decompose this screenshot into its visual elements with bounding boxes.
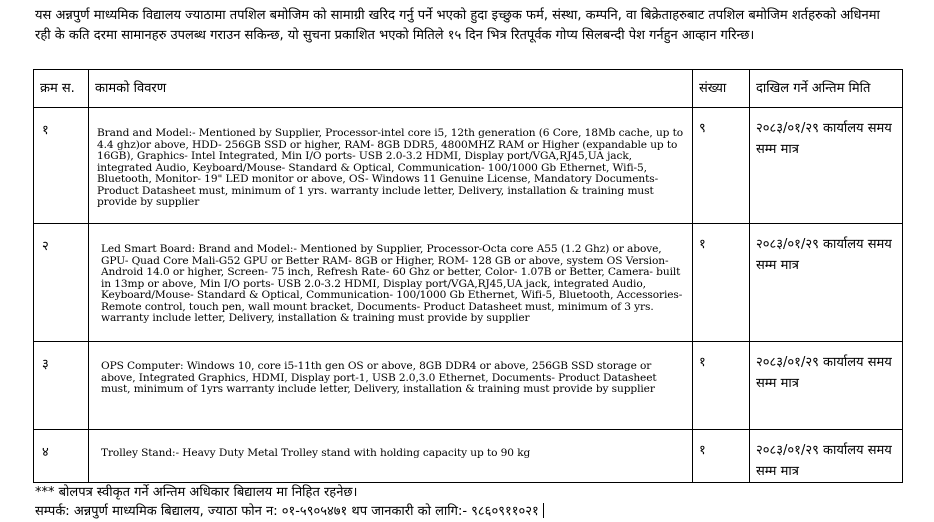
header-sn: क्रम स. bbox=[34, 70, 89, 108]
table-header-row bbox=[34, 70, 903, 108]
description-text: Brand and Model:- Mentioned by Supplier, Processor-intel core i5, 12th generation (6 Core, 18Mb cache, up to 4.4 ghz)or above, HDD- 256GB SSD or higher, RAM- 8GB DDR5, 4800MHZ RAM or Higher (expandable up to 16GB), Graphics- Intel Integrated, Min I/O ports- USB 2.0-3.2 HDMI, Display port/VGA,RJ45,UA jack, integrated Audio, Keyboard/Mouse- Standard & Optical, Communication- 100/1000 Gb Ethernet, Wifi-5, Bluetooth, Monitor- 19" LED monitor or above, OS- Windows 11 Genuine License, Mandatory Documents- Product Datasheet must, minimum of 1 yrs. warranty include letter, Delivery, installation & training must provide by supplier bbox=[97, 127, 684, 208]
authority-note: *** बोलपत्र स्वीकृत गर्ने अन्तिम अधिकार बिद्यालय मा निहित रहनेछ। bbox=[35, 485, 358, 500]
text-cursor bbox=[543, 503, 544, 518]
description-text: Trolley Stand:- Heavy Duty Metal Trolley stand with holding capacity up to 90 kg bbox=[101, 447, 531, 459]
table-row bbox=[34, 430, 903, 483]
header-description: कामको विवरण bbox=[89, 70, 693, 108]
notice-intro: यस अन्नपुर्ण माध्यमिक विद्यालय ज्याठामा तपशिल बमोजिम को सामाग्री खरिद गर्नु पर्ने भएको हुदा इच्छुक फर्म, संस्था, कम्पनि, वा बिक्रेताहरुबाट तपशिल बमोजिम शर्तहरुको अधिनमा रही के कति दरमा सामानहरु उपलब्ध गराउन सकिन्छ, यो सुचना प्रकाशित भएको मितिले १५ दिन भित्र रितपूर्वक गोप्य सिलबन्दी पेश गर्नहुन आव्हान गरिन्छ। bbox=[35, 8, 880, 43]
row-sn: ४ bbox=[34, 430, 89, 483]
table-row bbox=[34, 342, 903, 430]
row-deadline: २०८३/०१/२९ कार्यालय समय सम्म मात्र bbox=[750, 430, 903, 483]
row-quantity: १ bbox=[693, 342, 750, 430]
row-deadline: २०८३/०१/२९ कार्यालय समय सम्म मात्र bbox=[750, 108, 903, 224]
row-deadline: २०८३/०१/२९ कार्यालय समय सम्म मात्र bbox=[750, 224, 903, 342]
header-deadline: दाखिल गर्ने अन्तिम मिति bbox=[750, 70, 903, 108]
row-quantity: १ bbox=[693, 224, 750, 342]
contact-line bbox=[35, 503, 544, 521]
header-quantity: संख्या bbox=[693, 70, 750, 108]
row-description bbox=[89, 224, 693, 342]
row-description bbox=[89, 430, 693, 483]
row-description bbox=[89, 342, 693, 430]
row-description bbox=[89, 108, 693, 224]
table-row bbox=[34, 224, 903, 342]
description-text: Led Smart Board: Brand and Model:- Mentioned by Supplier, Processor-Octa core A55 (1.2 Ghz) or above, GPU- Quad Core Mali-G52 GPU or Better RAM- 8GB or Higher, ROM- 128 GB or above, system OS Version- Android 14.0 or higher, Screen- 75 inch, Refresh Rate- 60 Ghz or better, Color- 1.07B or Better, Camera- built in 13mp or above, Min I/O ports- USB 2.0-3.2 HDMI, Display port/VGA,RJ45,UA jack, integrated Audio, Keyboard/Mouse- Standard & Optical, Communication- 100/1000 Gb Ethernet, Wifi-5, Bluetooth, Accessories- Remote control, touch pen, wall mount bracket, Documents- Product Datasheet must, minimum of 3 yrs. warranty include letter, Delivery, installation & training must provide by supplier bbox=[101, 243, 683, 324]
description-text: OPS Computer: Windows 10, core i5-11th gen OS or above, 8GB DDR4 or above, 256GB SSD storage or above, Integrated Graphics, HDMI, Display port-1, USB 2.0,3.0 Ethernet, Documents- Product Datasheet must, minimum of 1yrs warranty include letter, Delivery, installation & training must provide by supplier bbox=[101, 360, 657, 395]
row-sn: १ bbox=[34, 108, 89, 224]
row-quantity: १ bbox=[693, 430, 750, 483]
row-quantity: ९ bbox=[693, 108, 750, 224]
items-table bbox=[33, 69, 903, 483]
row-deadline: २०८३/०१/२९ कार्यालय समय सम्म मात्र bbox=[750, 342, 903, 430]
row-sn: ३ bbox=[34, 342, 89, 430]
row-sn: २ bbox=[34, 224, 89, 342]
contact-text: सम्पर्क: अन्नपुर्ण माध्यमिक बिद्यालय, ज्याठा फोन न: ०१-५९०५४७१ थप जानकारी को लागि:- ९८६०९११०२१ bbox=[35, 504, 539, 519]
table-row bbox=[34, 108, 903, 224]
